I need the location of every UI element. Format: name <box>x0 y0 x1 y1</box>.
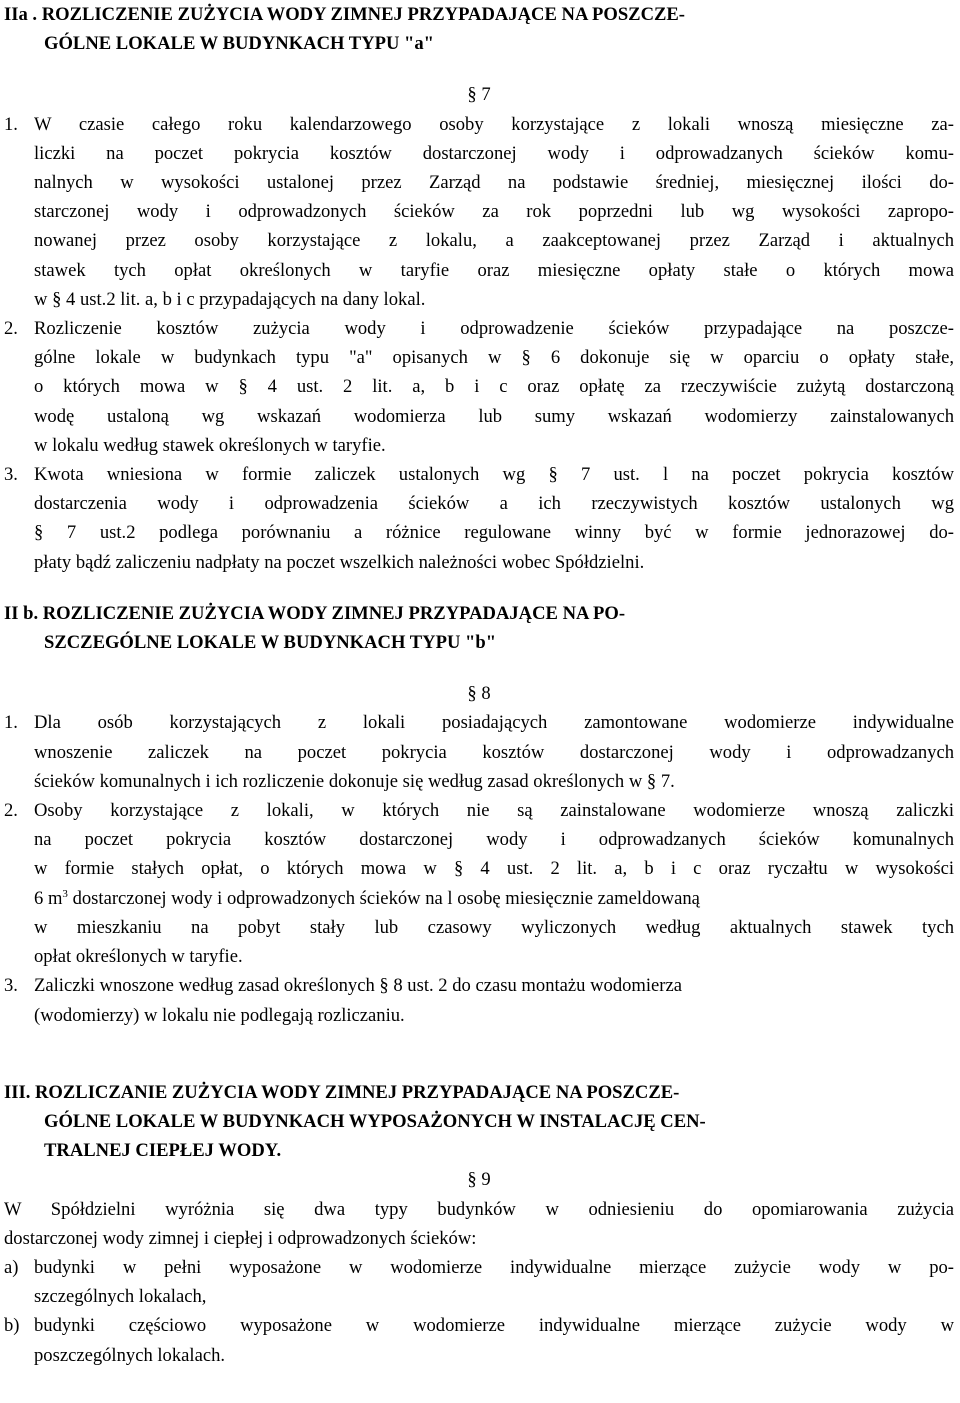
paragraph-number: § 8 <box>467 683 491 705</box>
heading-line: GÓLNE LOKALE W BUDYNKACH WYPOSAŻONYCH W INSTALACJĘ CEN- <box>44 1110 706 1132</box>
list-item <box>4 110 954 314</box>
text-line: starczonej wody i odprowadzonych ścieków za rok poprzedni lub wg wysokości zapropo- <box>34 201 954 223</box>
text-line: Kwota wniesiona w formie zaliczek ustalonych wg § 7 ust. l na poczet pokrycia kosztów <box>34 464 954 486</box>
item-number: 3. <box>4 975 18 997</box>
section-iia-heading <box>4 0 954 58</box>
list-item <box>4 796 954 971</box>
list-item <box>4 1253 954 1311</box>
text-line: wnoszenie zaliczek na poczet pokrycia kosztów dostarczonej wody i odprowadzanych <box>34 741 954 763</box>
text-line: § 7 ust.2 podlega porównaniu a różnice regulowane winny być w formie jednorazowej do- <box>34 522 954 544</box>
text-line: wodę ustaloną wg wskazań wodomierza lub sumy wskazań wodomierzy zainstalowanych <box>34 405 954 427</box>
text-fragment: dostarczonej wody i odprowadzonych ścieków na l osobę miesięcznie zameldowaną <box>67 887 700 909</box>
text-line: W Spółdzielni wyróżnia się dwa typy budynków w odniesieniu do opomiarowania zużycia <box>4 1198 954 1220</box>
list-item <box>4 971 954 1029</box>
list-item <box>4 460 954 577</box>
text-line: nalnych w wysokości ustalonej przez Zarząd na podstawie średniej, miesięcznej ilości do- <box>34 172 954 194</box>
intro-paragraph <box>4 1195 954 1253</box>
heading-line: SZCZEGÓLNE LOKALE W BUDYNKACH TYPU "b" <box>44 632 497 654</box>
text-line: Zaliczki wnoszone według zasad określonych § 8 ust. 2 do czasu montażu wodomierza <box>34 975 683 997</box>
item-number: a) <box>4 1256 19 1278</box>
item-number: b) <box>4 1315 20 1337</box>
text-line: w § 4 ust.2 lit. a, b i c przypadających na dany lokal. <box>34 288 426 310</box>
text-line: płaty bądź zaliczeniu nadpłaty na poczet wszelkich należności wobec Spółdzielni. <box>34 551 645 573</box>
text-line: w lokalu według stawek określonych w taryfie. <box>34 434 386 456</box>
list-item <box>4 1311 954 1369</box>
text-line: liczki na poczet pokrycia kosztów dostarczonej wody i odprowadzanych ścieków komu- <box>34 142 954 164</box>
list-item <box>4 708 954 796</box>
item-number: 2. <box>4 318 18 340</box>
paragraph-number: § 9 <box>467 1169 491 1191</box>
heading-line: IIa . ROZLICZENIE ZUŻYCIA WODY ZIMNEJ PRZYPADAJĄCE NA POSZCZE- <box>4 4 686 25</box>
text-line: opłat określonych w taryfie. <box>34 946 243 968</box>
text-line: na poczet pokrycia kosztów dostarczonej wody i odprowadzanych ścieków komunalnych <box>34 829 954 851</box>
text-line: w mieszkaniu na pobyt stały lub czasowy wyliczonych według aktualnych stawek tych <box>34 916 954 938</box>
text-line: Rozliczenie kosztów zużycia wody i odprowadzenie ścieków przypadające na poszcze- <box>34 318 954 340</box>
section-iib-heading <box>4 599 954 657</box>
text-line: (wodomierzy) w lokalu nie podlegają rozliczaniu. <box>34 1004 405 1026</box>
list-item <box>4 314 954 460</box>
text-line: gólne lokale w budynkach typu "a" opisanych w § 6 dokonuje się w oparciu o opłaty stałe, <box>34 347 954 369</box>
text-line: nowanej przez osoby korzystające z lokalu, a zaakceptowanej przez Zarząd i aktualnych <box>34 230 954 252</box>
paragraph-number: § 7 <box>467 84 491 106</box>
text-line <box>34 884 954 913</box>
text-line: budynki częściowo wyposażone w wodomierze indywidualne mierzące zużycie wody w <box>34 1315 954 1337</box>
text-line: stawek tych opłat określonych w taryfie oraz miesięczne opłaty stałe o których mowa <box>34 259 954 281</box>
text-line: poszczególnych lokalach. <box>34 1344 226 1366</box>
text-fragment: 6 m <box>34 887 63 909</box>
text-line: ścieków komunalnych i ich rozliczenie dokonuje się według zasad określonych w § 7. <box>34 770 675 792</box>
text-line: budynki w pełni wyposażone w wodomierze indywidualne mierzące zużycie wody w po- <box>34 1256 954 1278</box>
item-number: 2. <box>4 800 18 822</box>
text-line: dostarczonej wody zimnej i ciepłej i odprowadzonych ścieków: <box>4 1227 477 1249</box>
text-line: Osoby korzystające z lokali, w których nie są zainstalowane wodomierze wnoszą zaliczki <box>34 800 954 822</box>
item-number: 1. <box>4 712 18 734</box>
section-iii-heading <box>4 1078 954 1166</box>
item-number: 3. <box>4 464 18 486</box>
heading-line: III. ROZLICZANIE ZUŻYCIA WODY ZIMNEJ PRZYPADAJĄCE NA POSZCZE- <box>4 1081 680 1103</box>
text-line: Dla osób korzystających z lokali posiadających zamontowane wodomierze indywidualne <box>34 712 954 734</box>
text-line: W czasie całego roku kalendarzowego osoby korzystające z lokali wnoszą miesięczne za- <box>34 113 954 135</box>
item-number: 1. <box>4 113 18 135</box>
text-line: o których mowa w § 4 ust. 2 lit. a, b i c oraz opłatę za rzeczywiście zużytą dostarczoną <box>34 376 954 398</box>
text-line: w formie stałych opłat, o których mowa w § 4 ust. 2 lit. a, b i c oraz ryczałtu w wysokości <box>34 858 954 880</box>
heading-line: TRALNEJ CIEPŁEJ WODY. <box>44 1140 282 1162</box>
heading-line: II b. ROZLICZENIE ZUŻYCIA WODY ZIMNEJ PRZYPADAJĄCE NA PO- <box>4 602 626 624</box>
text-line: dostarczenia wody i odprowadzenia ścieków a ich rzeczywistych kosztów ustalonych wg <box>34 493 954 515</box>
superscript: 3 <box>62 887 68 900</box>
heading-line: GÓLNE LOKALE W BUDYNKACH TYPU "a" <box>44 33 434 55</box>
text-line: szczególnych lokalach, <box>34 1286 207 1308</box>
